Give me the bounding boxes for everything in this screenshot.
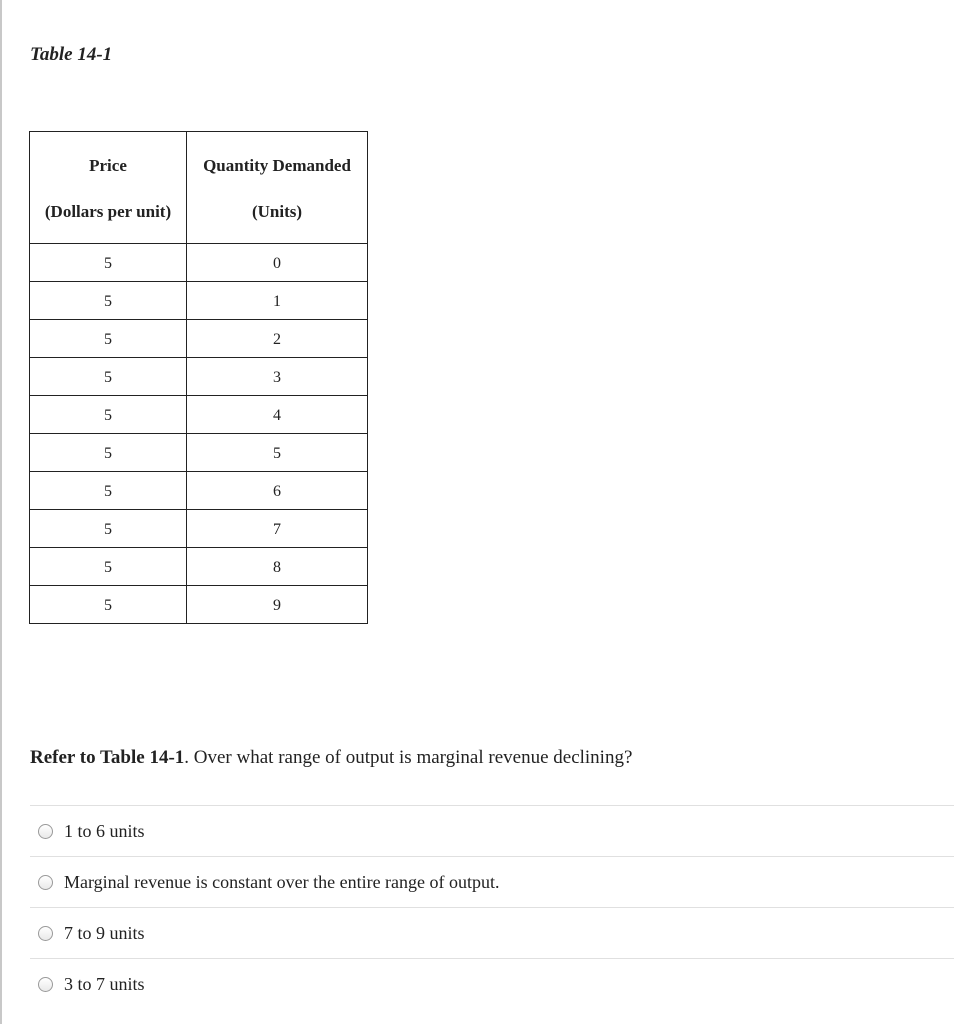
answer-option-label: 1 to 6 units	[64, 820, 145, 841]
header-price-line2: (Dollars per unit)	[44, 202, 172, 221]
answer-option-label: 3 to 7 units	[64, 973, 145, 994]
table-row	[30, 244, 368, 282]
quantity-cell: 5	[187, 434, 368, 472]
demand-table	[29, 131, 368, 624]
header-quantity	[187, 132, 368, 244]
table-row	[30, 472, 368, 510]
answer-option-label: Marginal revenue is constant over the entire range of output.	[64, 871, 500, 892]
header-price	[30, 132, 187, 244]
table-row	[30, 548, 368, 586]
quantity-cell: 0	[187, 244, 368, 282]
price-cell: 5	[30, 396, 187, 434]
question-table-reference: Refer to Table 14-1	[30, 747, 185, 768]
answer-option[interactable]	[30, 806, 954, 857]
answer-option[interactable]	[30, 959, 954, 1009]
question-body: . Over what range of output is marginal revenue declining?	[184, 747, 633, 768]
price-cell: 5	[30, 282, 187, 320]
radio-button[interactable]	[38, 824, 53, 839]
table-row	[30, 586, 368, 624]
price-cell: 5	[30, 510, 187, 548]
answer-options	[30, 805, 954, 1009]
quantity-cell: 1	[187, 282, 368, 320]
answer-option[interactable]	[30, 908, 954, 959]
price-cell: 5	[30, 472, 187, 510]
answer-option[interactable]	[30, 857, 954, 908]
table-title: Table 14-1	[30, 44, 113, 65]
table-row	[30, 358, 368, 396]
table-row	[30, 396, 368, 434]
price-cell: 5	[30, 244, 187, 282]
quantity-cell: 8	[187, 548, 368, 586]
price-cell: 5	[30, 548, 187, 586]
header-price-line1: Price	[89, 156, 127, 175]
table-row	[30, 510, 368, 548]
radio-button[interactable]	[38, 926, 53, 941]
price-cell: 5	[30, 434, 187, 472]
quantity-cell: 4	[187, 396, 368, 434]
price-cell: 5	[30, 320, 187, 358]
header-quantity-line1: Quantity Demanded	[203, 156, 351, 175]
radio-button[interactable]	[38, 977, 53, 992]
table-row	[30, 320, 368, 358]
quantity-cell: 2	[187, 320, 368, 358]
quantity-cell: 6	[187, 472, 368, 510]
quantity-cell: 7	[187, 510, 368, 548]
question-text	[30, 747, 632, 769]
price-cell: 5	[30, 586, 187, 624]
table-header-row	[30, 132, 368, 244]
table-row	[30, 434, 368, 472]
answer-option-label: 7 to 9 units	[64, 922, 145, 943]
table-row	[30, 282, 368, 320]
price-cell: 5	[30, 358, 187, 396]
radio-button[interactable]	[38, 875, 53, 890]
quantity-cell: 9	[187, 586, 368, 624]
quantity-cell: 3	[187, 358, 368, 396]
header-quantity-line2: (Units)	[251, 202, 303, 221]
